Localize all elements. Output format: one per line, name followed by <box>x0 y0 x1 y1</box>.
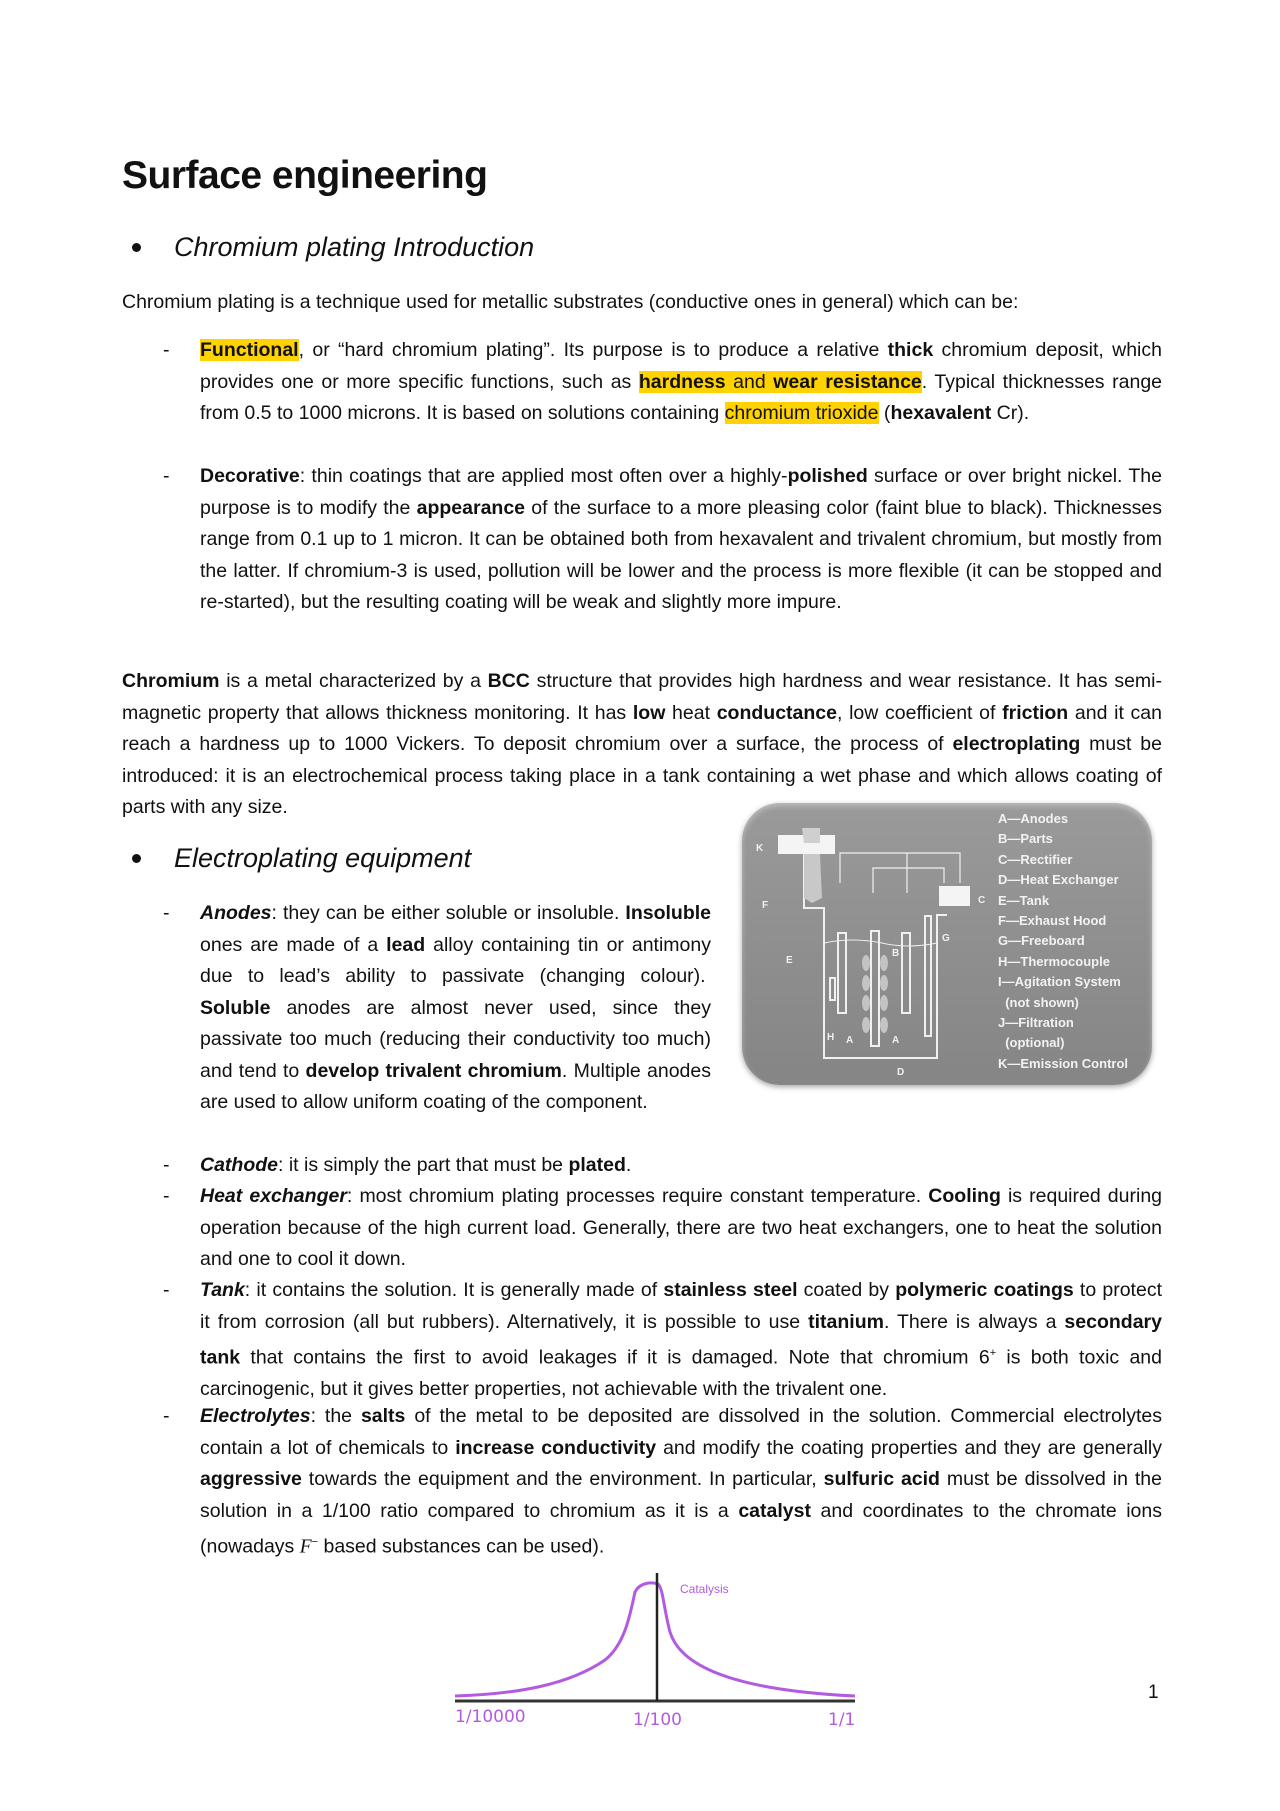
dash-bullet: - <box>163 1154 170 1176</box>
svg-text:K: K <box>756 843 764 854</box>
list-item-anodes <box>163 898 711 1119</box>
list-item-text: Anodes: they can be either soluble or insoluble. Insoluble ones are made of a lead alloy containing tin or antimony due to lead’s ability to passivate (changing colour). Soluble anodes are almost never used, since they passivate too much (reducing their conductivity too much) and tend to develop trivalent chromium. Multiple anodes are used to allow uniform coating of the component. <box>200 902 711 1113</box>
list-item-text: Electrolytes: the salts of the metal to be deposited are dissolved in the solution. Commercial electrolytes contain a lot of chemicals to increase conductivity and modify the coating properties and they are generally aggressive towards the equipment and the environment. In particular, sulfuric acid must be dissolved in the solution in a 1/100 ratio compared to chromium as it is a catalyst and coordinates to the chromate ions (nowadays F− based substances can be used). <box>200 1405 1162 1558</box>
list-item-functional <box>163 335 1162 430</box>
electroplating-diagram <box>742 803 1152 1085</box>
svg-text:D: D <box>897 1067 905 1078</box>
list-item-tank <box>163 1275 1162 1406</box>
list-item-text: Cathode: it is simply the part that must be plated. <box>200 1154 632 1176</box>
catalysis-curve <box>455 1583 855 1696</box>
list-item-text: Decorative: thin coatings that are applied most often over a highly-polished surface or over bright nickel. The purpose is to modify the appearance of the surface to a more pleasing color (faint blue to black). Thicknesses range from 0.1 up to 1 micron. It can be obtained both from hexavalent and trivalent chromium, but mostly from the latter. If chromium-3 is used, pollution will be lower and the process is more flexible (it can be stopped and re-started), but the resulting coating will be weak and slightly more impure. <box>200 465 1162 613</box>
section-heading-intro: Chromium plating Introduction <box>132 232 534 263</box>
svg-text:A: A <box>846 1035 854 1046</box>
catalysis-label: Catalysis <box>680 1582 729 1596</box>
tick-label: 1/1 <box>828 1710 856 1730</box>
list-item-text: Tank: it contains the solution. It is generally made of stainless steel coated by polymeric coatings to protect it from corrosion (all but rubbers). Alternatively, it is possible to use titanium. There is always a secondary tank that contains the first to avoid leakages if it is damaged. Note that chromium 6+ is both toxic and carcinogenic, but it gives better properties, not achievable with the trivalent one. <box>200 1279 1162 1400</box>
svg-text:C: C <box>978 895 986 906</box>
svg-text:G: G <box>942 933 950 944</box>
dash-bullet: - <box>163 1279 170 1301</box>
page-title: Surface engineering <box>122 154 488 197</box>
list-item-decorative <box>163 461 1162 619</box>
intro-paragraph: Chromium plating is a technique used for metallic substrates (conductive ones in general) which can be: <box>122 291 1019 313</box>
list-item-cathode <box>163 1150 1162 1182</box>
bullet-icon <box>132 243 141 252</box>
list-item-electrolytes <box>163 1401 1162 1563</box>
dash-bullet: - <box>163 1405 170 1427</box>
svg-text:E: E <box>786 955 793 966</box>
chromium-paragraph: Chromium is a metal characterized by a BCC structure that provides high hardness and wear resistance. It has semi-magnetic property that allows thickness monitoring. It has low heat conductance, low coefficient of friction and it can reach a hardness up to 1000 Vickers. To deposit chromium over a surface, the process of electroplating must be introduced: it is an electrochemical process taking place in a tank containing a wet phase and which allows coating of parts with any size. <box>122 670 1162 818</box>
catalysis-chart <box>430 1570 880 1750</box>
tank-schematic-icon <box>742 803 998 1085</box>
bullet-icon <box>132 854 141 863</box>
page-number: 1 <box>1148 1682 1159 1703</box>
dash-bullet: - <box>163 465 170 487</box>
tick-label: 1/10000 <box>455 1707 526 1727</box>
dash-bullet: - <box>163 339 170 361</box>
dash-bullet: - <box>163 1185 170 1207</box>
dash-bullet: - <box>163 902 170 924</box>
svg-text:H: H <box>827 1032 835 1043</box>
list-item-text: Functional, or “hard chromium plating”. Its purpose is to produce a relative thick chromium deposit, which provides one or more specific functions, such as hardness and wear resistance. Typical thicknesses range from 0.5 to 1000 microns. It is based on solutions containing chromium trioxide (hexavalent Cr). <box>200 339 1163 424</box>
svg-text:B: B <box>892 948 900 959</box>
section-heading-equipment: Electroplating equipment <box>132 843 471 874</box>
list-item-heat-exchanger <box>163 1181 1162 1276</box>
list-item-text: Heat exchanger: most chromium plating processes require constant temperature. Cooling is required during operation because of the high current load. Generally, there are two heat exchangers, one to heat the solution and one to cool it down. <box>200 1185 1163 1270</box>
diagram-legend: A—Anodes B—Parts C—Rectifier D—Heat Exchanger E—Tank F—Exhaust Hood G—Freeboard H—Thermocouple I—Agitation System (not shown) J—Filtration (optional) K—Emission Control <box>998 811 1129 1071</box>
svg-text:F: F <box>762 900 769 911</box>
tick-label: 1/100 <box>633 1710 682 1730</box>
svg-text:A: A <box>892 1035 900 1046</box>
